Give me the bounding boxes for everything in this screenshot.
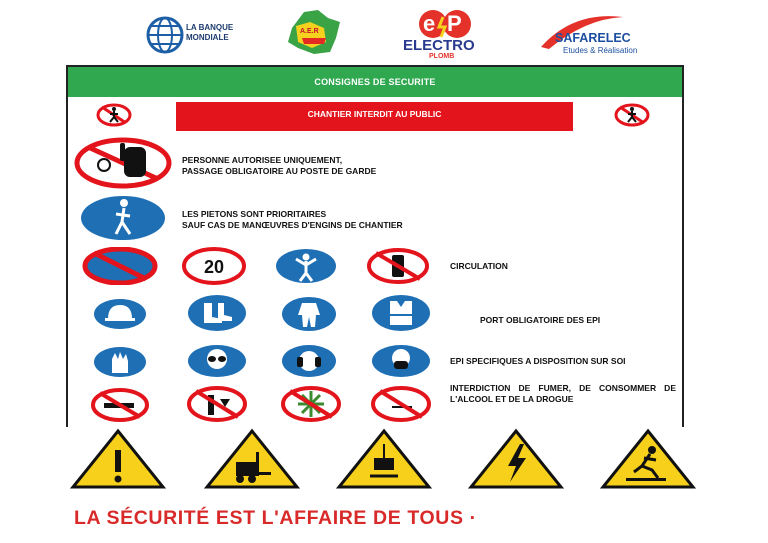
worker-signal-icon — [274, 247, 338, 285]
safety-panel — [66, 65, 684, 427]
no-phone-icon — [366, 247, 430, 285]
no-alcohol-icon — [186, 385, 248, 423]
electro-text: ELECTRO — [403, 37, 475, 54]
no-pedestrians-icon — [614, 103, 650, 127]
globe-icon — [146, 16, 184, 54]
general-danger-icon — [70, 428, 166, 490]
aer-label: A.E.R — [300, 28, 319, 35]
goggles-icon — [186, 343, 248, 379]
no-syringe-icon — [370, 385, 432, 423]
logo-aer — [284, 8, 344, 56]
mask-icon — [370, 343, 432, 379]
helmet-icon — [92, 297, 148, 331]
warning-triangles — [64, 428, 704, 494]
no-parking-icon — [82, 247, 158, 285]
safety-slogan: LA SÉCURITÉ EST L'AFFAIRE DE TOUS · — [74, 507, 477, 529]
row-prohibitions-text: INTERDICTION DE FUMER, DE CONSOMMER DE L'ALCOOL ET DE LA DROGUE — [450, 383, 676, 404]
row-specific-epi-text: EPI SPECIFIQUES A DISPOSITION SUR SOI — [450, 356, 626, 366]
speed-limit-icon — [182, 247, 246, 285]
trip-hazard-icon — [600, 428, 696, 490]
no-entry-hand-icon — [74, 137, 172, 189]
logo-safarelec — [533, 13, 638, 61]
pedestrian-icon — [78, 194, 168, 242]
banque-mondiale-text: LA BANQUE MONDIALE — [186, 23, 234, 42]
row-epi-text: PORT OBLIGATOIRE DES EPI — [480, 315, 601, 325]
row-circulation-text: CIRCULATION — [450, 261, 508, 271]
panel-header: CONSIGNES DE SECURITE — [68, 67, 682, 97]
warning-bar: CHANTIER INTERDIT AU PUBLIC — [176, 102, 573, 131]
plomb-text: PLOMB — [429, 53, 455, 60]
logo-electroplomb — [399, 9, 495, 61]
coverall-icon — [280, 295, 338, 333]
ep-mark-icon — [417, 9, 473, 39]
row-pedestrians-text: LES PIETONS SONT PRIORITAIRES SAUF CAS DE MANŒUVRES D'ENGINS DE CHANTIER — [182, 209, 403, 230]
electrical-hazard-icon — [468, 428, 564, 490]
ear-protection-icon — [280, 343, 338, 379]
logo-banque-mondiale — [146, 14, 232, 54]
safety-boots-icon — [186, 293, 248, 333]
gloves-icon — [92, 345, 148, 379]
svg-text:P: P — [447, 11, 462, 36]
safarelec-subtitle: Etudes & Réalisation — [563, 46, 638, 55]
no-pedestrians-icon — [96, 103, 132, 127]
suspended-load-icon — [336, 428, 432, 490]
svg-text:e: e — [423, 11, 436, 36]
safarelec-text: SAFARELEC — [555, 31, 631, 45]
safety-vest-icon — [370, 293, 432, 333]
row-authorized-text: PERSONNE AUTORISEE UNIQUEMENT, PASSAGE OBLIGATOIRE AU POSTE DE GARDE — [182, 155, 377, 176]
no-smoking-icon — [90, 387, 150, 423]
forklift-warning-icon — [204, 428, 300, 490]
speed-limit-value: 20 — [203, 257, 225, 277]
no-drugs-icon — [280, 385, 342, 423]
